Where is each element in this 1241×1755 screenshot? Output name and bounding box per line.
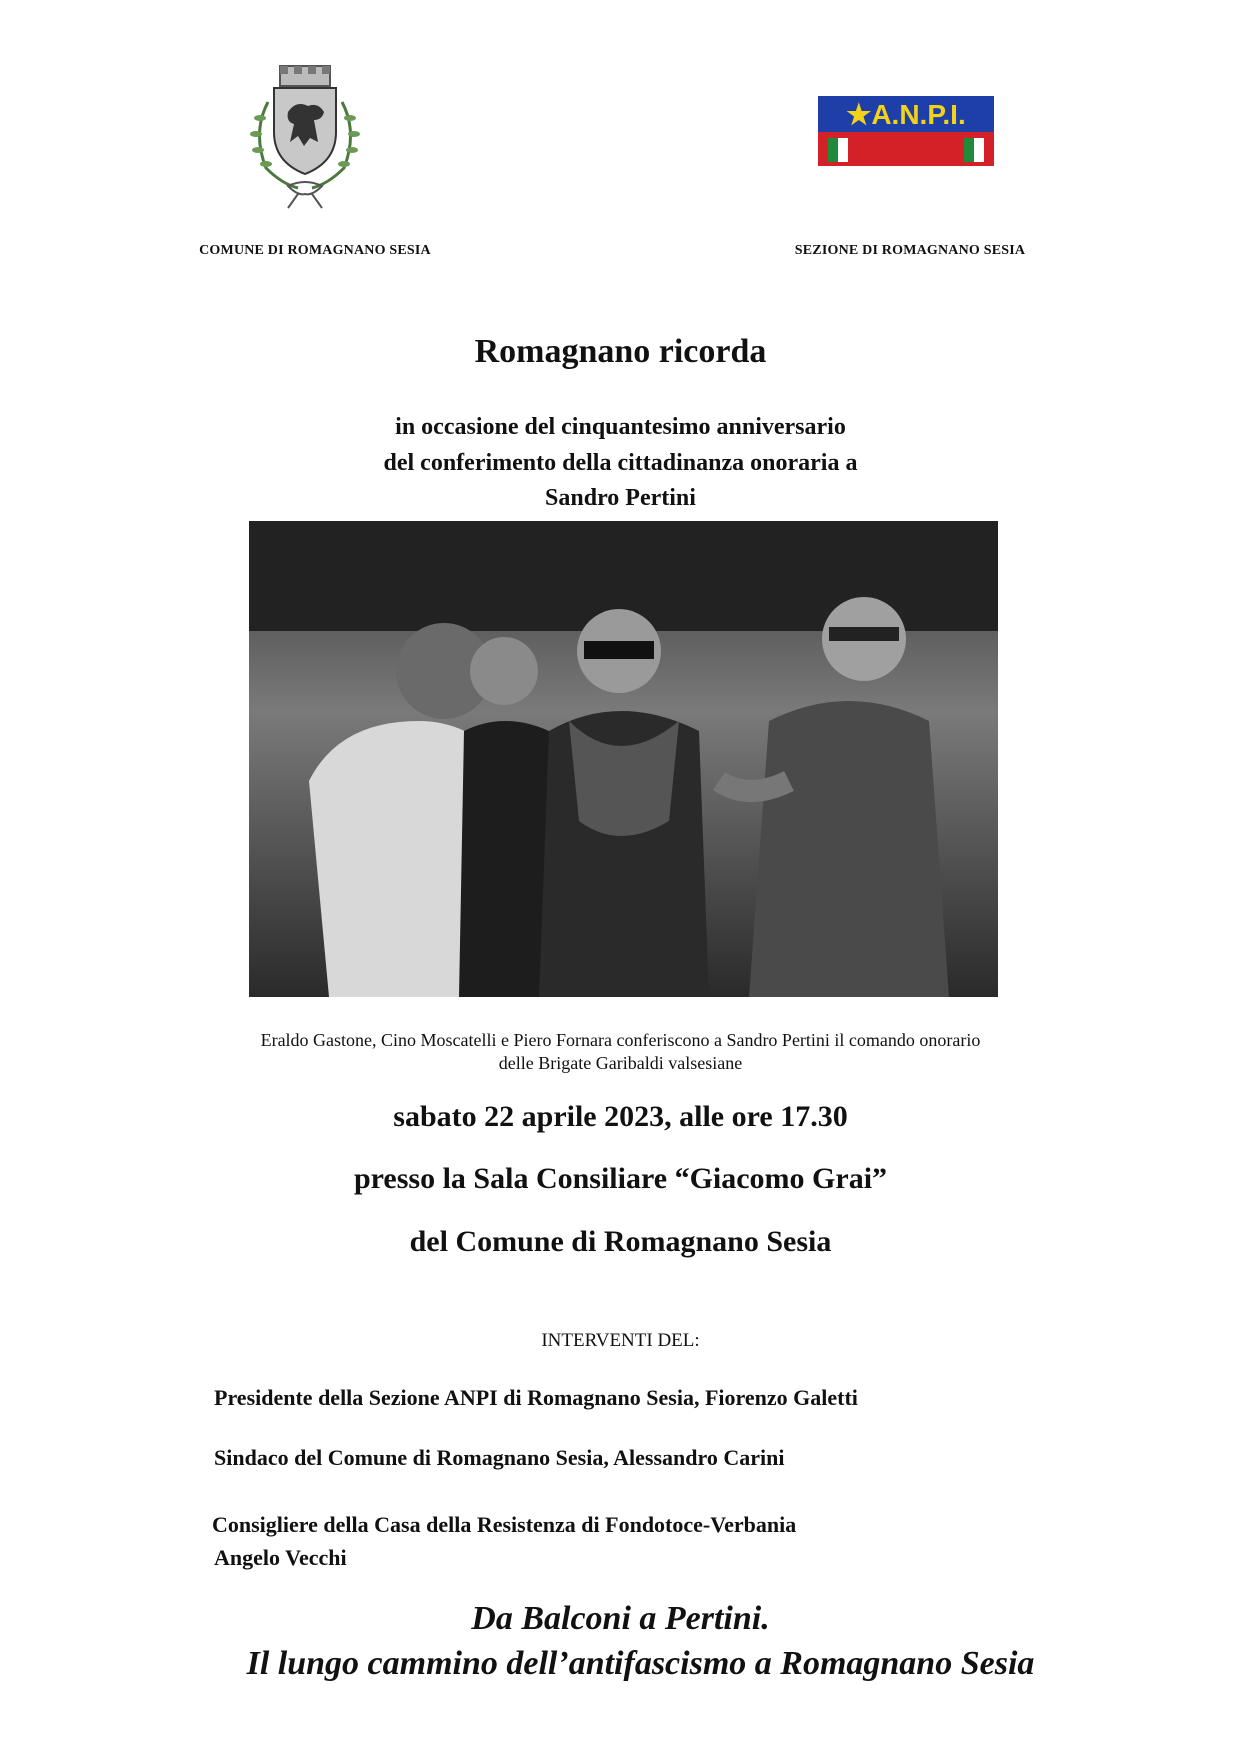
photo-caption-line-2: delle Brigate Garibaldi valsesiane xyxy=(498,1053,743,1073)
subtitle-line-3: Sandro Pertini xyxy=(545,485,696,511)
speaker-1: Presidente della Sezione ANPI di Romagnano Sesia, Fiorenzo Galetti xyxy=(214,1385,858,1410)
speaker-2: Sindaco del Comune di Romagnano Sesia, Alessandro Carini xyxy=(214,1445,785,1470)
svg-text:★A.N.P.I.: ★A.N.P.I. xyxy=(846,99,966,130)
comune-crest-logo xyxy=(238,62,372,212)
comune-label: COMUNE DI ROMAGNANO SESIA xyxy=(199,243,431,258)
event-venue-2: del Comune di Romagnano Sesia xyxy=(409,1225,832,1258)
subtitle-line-1: in occasione del cinquantesimo anniversario xyxy=(395,414,846,440)
photo-caption-line-1: Eraldo Gastone, Cino Moscatelli e Piero Fornara conferiscono a Sandro Pertini il comando onorario xyxy=(260,1030,981,1050)
closing-line-2: Il lungo cammino dell’antifascismo a Romagnano Sesia xyxy=(246,1645,1035,1682)
closing-line-1: Da Balconi a Pertini. xyxy=(471,1600,770,1637)
historical-photo xyxy=(249,521,998,997)
speaker-3: Consigliere della Casa della Resistenza di Fondotoce-Verbania xyxy=(212,1512,797,1537)
speaker-3-name: Angelo Vecchi xyxy=(214,1545,347,1570)
event-date: sabato 22 aprile 2023, alle ore 17.30 xyxy=(393,1100,848,1133)
page-title: Romagnano ricorda xyxy=(474,333,767,370)
anpi-section-label: SEZIONE DI ROMAGNANO SESIA xyxy=(794,243,1026,258)
subtitle-line-2: del conferimento della cittadinanza onoraria a xyxy=(383,450,858,476)
interventi-heading: INTERVENTI DEL: xyxy=(541,1330,700,1351)
event-venue: presso la Sala Consiliare “Giacomo Grai” xyxy=(353,1162,888,1195)
anpi-logo xyxy=(818,96,994,166)
